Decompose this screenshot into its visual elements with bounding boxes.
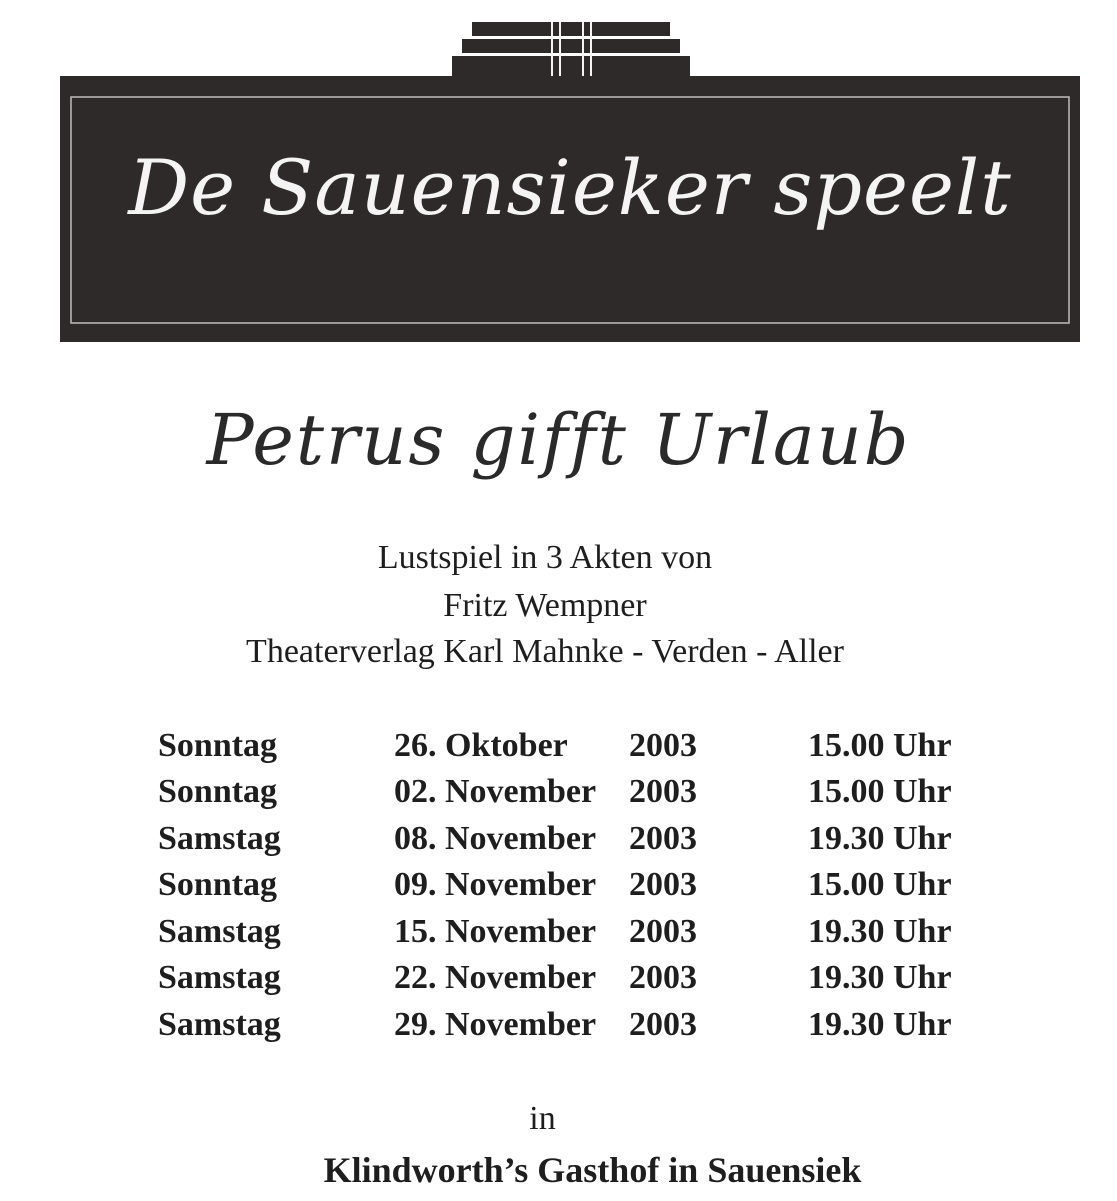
- performance-day: Sonntag: [158, 727, 278, 764]
- publisher-line: Theaterverlag Karl Mahnke - Verden - Aller: [246, 633, 844, 670]
- ornament-step-middle: [462, 39, 680, 53]
- performance-row: [0, 1008, 1117, 1048]
- performance-row: [0, 729, 1117, 769]
- performance-date: 22. November: [394, 959, 597, 996]
- performance-row: [0, 915, 1117, 955]
- performance-row: [0, 868, 1117, 908]
- ornament-step-top: [472, 22, 670, 36]
- performance-row: [0, 775, 1117, 815]
- performance-time: 19.30 Uhr: [808, 1006, 952, 1043]
- performance-time: 15.00 Uhr: [808, 866, 952, 903]
- performance-row: [0, 961, 1117, 1001]
- venue-preposition: in: [529, 1100, 556, 1137]
- performance-day: Sonntag: [158, 866, 278, 903]
- author-line: Fritz Wempner: [443, 587, 647, 624]
- genre-line: Lustspiel in 3 Akten von: [377, 539, 713, 576]
- banner-title: De Sauensieker speelt: [128, 143, 1012, 232]
- performance-year: 2003: [629, 820, 697, 857]
- performance-year: 2003: [629, 866, 697, 903]
- performance-date: 29. November: [394, 1006, 597, 1043]
- performance-time: 19.30 Uhr: [808, 913, 952, 950]
- performance-date: 26. Oktober: [394, 727, 568, 764]
- performance-year: 2003: [629, 727, 697, 764]
- performance-year: 2003: [629, 959, 697, 996]
- performance-day: Samstag: [158, 959, 281, 996]
- performance-day: Sonntag: [158, 773, 278, 810]
- performance-day: Samstag: [158, 913, 281, 950]
- performance-year: 2003: [629, 913, 697, 950]
- performance-time: 15.00 Uhr: [808, 727, 952, 764]
- performance-day: Samstag: [158, 820, 281, 857]
- performance-time: 19.30 Uhr: [808, 959, 952, 996]
- performance-date: 02. November: [394, 773, 597, 810]
- performance-year: 2003: [629, 1006, 697, 1043]
- performance-date: 08. November: [394, 820, 597, 857]
- performance-row: [0, 822, 1117, 862]
- performance-date: 15. November: [394, 913, 597, 950]
- performance-time: 19.30 Uhr: [808, 820, 952, 857]
- performance-date: 09. November: [394, 866, 597, 903]
- play-title: Petrus gifft Urlaub: [206, 399, 911, 481]
- performance-time: 15.00 Uhr: [808, 773, 952, 810]
- ornament-step-bottom: [452, 56, 690, 76]
- venue-name: Klindworth’s Gasthof in Sauensiek: [323, 1150, 862, 1190]
- performance-year: 2003: [629, 773, 697, 810]
- performance-day: Samstag: [158, 1006, 281, 1043]
